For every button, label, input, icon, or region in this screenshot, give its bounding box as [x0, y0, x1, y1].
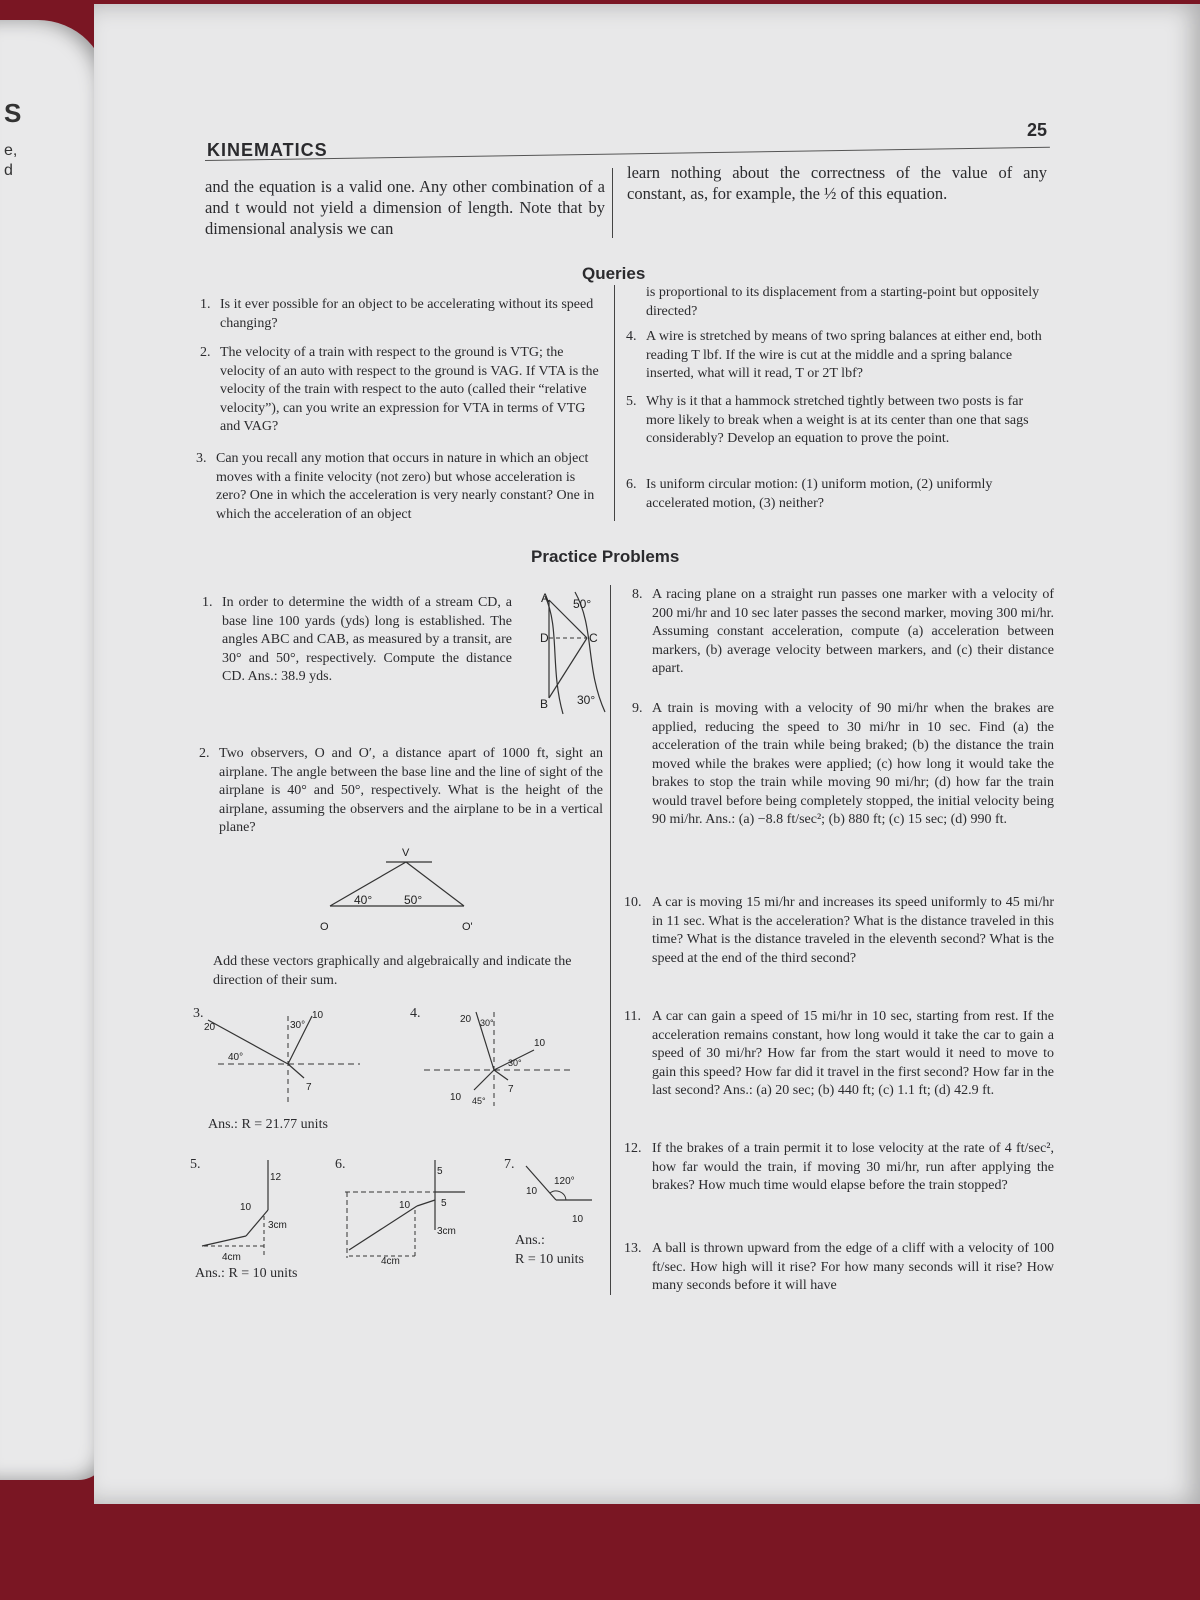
- vector-label: 10: [399, 1200, 411, 1211]
- vector-label: 3cm: [437, 1226, 456, 1237]
- query-number: 5.: [626, 394, 637, 409]
- vector-diagram-3: [200, 1006, 370, 1106]
- angle-label: 45°: [472, 1096, 486, 1106]
- vector-diagram-6: [345, 1160, 485, 1264]
- problem-number: 11.: [624, 1009, 641, 1024]
- problem-text: A car can gain a speed of 15 mi/hr in 10 sec, starting from rest. If the acceleration remains constant, how long would it take the car to gain a speed of 30 mi/hr? How far from the start would it need to move to gain this speed? How far did it travel in the first second? How far in the last second? Ans.: (a) 20 sec; (b) 440 ft; (c) 1.1 ft; (d) 42.9 ft.: [652, 1009, 1054, 1098]
- practice-title: Practice Problems: [531, 547, 680, 566]
- query-text: A wire is stretched by means of two spring balances at either end, both reading T lbf. If the wire is cut at the middle and a spring balance inserted, what will it read, T or 2T lbf?: [646, 329, 1042, 381]
- left-page-fragment: e,: [4, 142, 18, 159]
- vector-label: 3cm: [268, 1220, 287, 1231]
- label-o: O: [320, 921, 329, 933]
- chapter-title: KINEMATICS: [207, 140, 328, 160]
- angle-50: 50°: [573, 597, 592, 611]
- angle-30: 30°: [577, 693, 596, 707]
- vector-3-number: 3.: [193, 1006, 204, 1021]
- label-b: B: [540, 697, 549, 711]
- problem-number: 8.: [632, 587, 643, 602]
- column-divider: [610, 585, 611, 1295]
- problem-text: In order to determine the width of a stream CD, a base line 100 yards (yds) long is established. The angles ABC and CAB, as measured by a transit, are 30° and 50°, respectively. Compute the distance CD. Ans.: 38.9 yds.: [222, 595, 512, 684]
- label-c: C: [589, 631, 598, 645]
- vector-label: 5: [437, 1166, 443, 1177]
- query-text: The velocity of a train with respect to the ground is VTG; the velocity of an auto with respect to the ground is VAG. If VTA is the velocity of the train with respect to the auto (called their “relative velocity”), can you write an expression for VTA in terms of VTG and VAG?: [220, 345, 599, 434]
- vector-label: 20: [460, 1014, 472, 1025]
- problem-text: Two observers, O and O′, a distance apart of 1000 ft, sight an airplane. The angle between the base line and the line of sight of the airplane is 40° and 50°, respectively. What is the height of the airplane, assuming the observers and the airplane to be in a vertical plane?: [219, 746, 603, 835]
- vector-label: 10: [534, 1038, 546, 1049]
- problem-12: [624, 1140, 1054, 1196]
- query-item: [626, 328, 1051, 384]
- problem-number: 13.: [624, 1241, 642, 1256]
- query-number: 2.: [200, 345, 211, 360]
- angle-label: 40°: [228, 1052, 244, 1063]
- problem-text: A car is moving 15 mi/hr and increases its speed uniformly to 45 mi/hr in 11 sec. What is the acceleration? What is the distance traveled in this time? What is the distance traveled in the eleventh second? What is the speed at the end of the third second?: [652, 895, 1054, 966]
- intro-right: learn nothing about the correctness of the value of any constant, as, for example, the ½ of this equation.: [627, 163, 1047, 203]
- queries-title: Queries: [582, 264, 646, 283]
- problem-1: [202, 594, 512, 687]
- vector-5-answer: Ans.: R = 10 units: [195, 1266, 298, 1281]
- vector-7-answer-label: Ans.:: [515, 1233, 545, 1248]
- vector-label: 7: [306, 1082, 312, 1093]
- vector-6-number: 6.: [335, 1157, 346, 1172]
- vector-label: 10: [572, 1214, 584, 1225]
- problem-number: 10.: [624, 895, 642, 910]
- problem-number: 12.: [624, 1141, 642, 1156]
- angle-label: 30°: [480, 1018, 494, 1028]
- query-item: [200, 344, 607, 437]
- vector-4-number: 4.: [410, 1006, 421, 1021]
- problem-13: [624, 1240, 1054, 1296]
- left-page-fragment: S: [4, 98, 22, 128]
- left-page-edge: [0, 20, 108, 1480]
- label-v: V: [402, 847, 410, 859]
- query-item: [200, 296, 607, 333]
- query-number: 3.: [196, 451, 207, 466]
- label-o-prime: O': [462, 921, 473, 933]
- vector-3-answer: Ans.: R = 21.77 units: [208, 1117, 328, 1132]
- problem-number: 1.: [202, 595, 213, 610]
- vectors-intro: Add these vectors graphically and algebraically and indicate the direction of their sum.: [213, 954, 572, 988]
- angle-label: 30°: [290, 1020, 306, 1031]
- angle-40: 40°: [354, 893, 373, 907]
- problem-text: A train is moving with a velocity of 90 mi/hr when the brakes are applied, reducing the speed to 30 mi/hr in 10 sec. Find (a) the acceleration of the train while being braked; (b) the distance the train moved while the brakes were applied; (c) how long it would take the brakes to stop the train while moving 90 mi/hr; (d) how far the train would travel before being completely stopped, the initial velocity being 90 mi/hr. Ans.: (a) −8.8 ft/sec²; (b) 880 ft; (c) 15 sec; (d) 990 ft.: [652, 701, 1054, 827]
- vector-label: 12: [270, 1172, 282, 1183]
- query-text: Why is it that a hammock stretched tightly between two posts is far more likely to break when a weight is at its center than one that sags considerably? Develop an equation to prove the point.: [646, 394, 1029, 446]
- vector-label: 7: [508, 1084, 514, 1095]
- query-number: 4.: [626, 329, 637, 344]
- angle-label: 30°: [508, 1058, 522, 1068]
- angle-50: 50°: [404, 893, 423, 907]
- query-item: [626, 393, 1051, 449]
- stream-diagram: [535, 588, 620, 718]
- problem-8: [632, 586, 1054, 679]
- problem-number: 2.: [199, 746, 210, 761]
- vector-label: 10: [450, 1092, 462, 1103]
- problem-text: If the brakes of a train permit it to lose velocity at the rate of 4 ft/sec², how far would the train, if moving 30 mi/hr, run after applying the brakes? How much time would elapse before the train stopped?: [652, 1141, 1054, 1193]
- problem-2: [199, 745, 603, 838]
- vector-diagram-4: [424, 1006, 574, 1106]
- problem-number: 9.: [632, 701, 643, 716]
- query-text: is proportional to its displacement from a starting-point but oppositely directed?: [646, 285, 1040, 319]
- column-divider: [612, 168, 613, 238]
- query-item-continued: [646, 284, 1051, 321]
- intro-left: and the equation is a valid one. Any other combination of a and t would not yield a dimension of length. Note that by dimensional analysis we can: [205, 177, 605, 238]
- label-a: A: [541, 591, 550, 605]
- page-number: 25: [1027, 120, 1048, 140]
- vector-7-answer: R = 10 units: [515, 1252, 584, 1267]
- query-number: 1.: [200, 297, 211, 312]
- query-text: Is it ever possible for an object to be accelerating without its speed changing?: [220, 297, 594, 331]
- query-item: [196, 450, 606, 524]
- vector-label: 10: [240, 1202, 252, 1213]
- vector-label: 10: [312, 1010, 324, 1021]
- vector-diagram-7: [518, 1160, 608, 1230]
- query-number: 6.: [626, 477, 637, 492]
- problem-9: [632, 700, 1054, 830]
- column-divider: [614, 285, 615, 521]
- query-item: [626, 476, 1051, 513]
- label-d: D: [540, 631, 549, 645]
- vector-label: 4cm: [381, 1256, 400, 1264]
- airplane-diagram: [310, 846, 485, 936]
- query-text: Can you recall any motion that occurs in nature in which an object moves with a finite velocity (not zero) but whose acceleration is zero? One in which the acceleration is very nearly constant? One in which the acceleration of an object: [216, 451, 595, 522]
- angle-label: 120°: [554, 1176, 575, 1187]
- vector-label: 4cm: [222, 1252, 241, 1263]
- vector-label: 5: [441, 1198, 447, 1209]
- vector-label: 10: [526, 1186, 538, 1197]
- problem-10: [624, 894, 1054, 968]
- query-text: Is uniform circular motion: (1) uniform motion, (2) uniformly accelerated motion, (3) neither?: [646, 477, 993, 511]
- left-page-fragment: d: [4, 162, 13, 179]
- vector-diagram-5: [198, 1156, 318, 1264]
- problem-11: [624, 1008, 1054, 1101]
- vector-5-number: 5.: [190, 1157, 201, 1172]
- problem-text: A ball is thrown upward from the edge of a cliff with a velocity of 100 ft/sec. How high will it rise? For how many seconds will it rise? How many seconds before it will have: [652, 1241, 1054, 1293]
- problem-text: A racing plane on a straight run passes one marker with a velocity of 200 mi/hr and 10 sec later passes the second marker, moving 300 mi/hr. Assuming constant acceleration, compute (a) acceleration between markers, (b) average velocity between markers, and (c) their distance apart.: [652, 587, 1054, 676]
- vector-label: 20: [204, 1022, 216, 1033]
- vector-7-number: 7.: [504, 1157, 515, 1172]
